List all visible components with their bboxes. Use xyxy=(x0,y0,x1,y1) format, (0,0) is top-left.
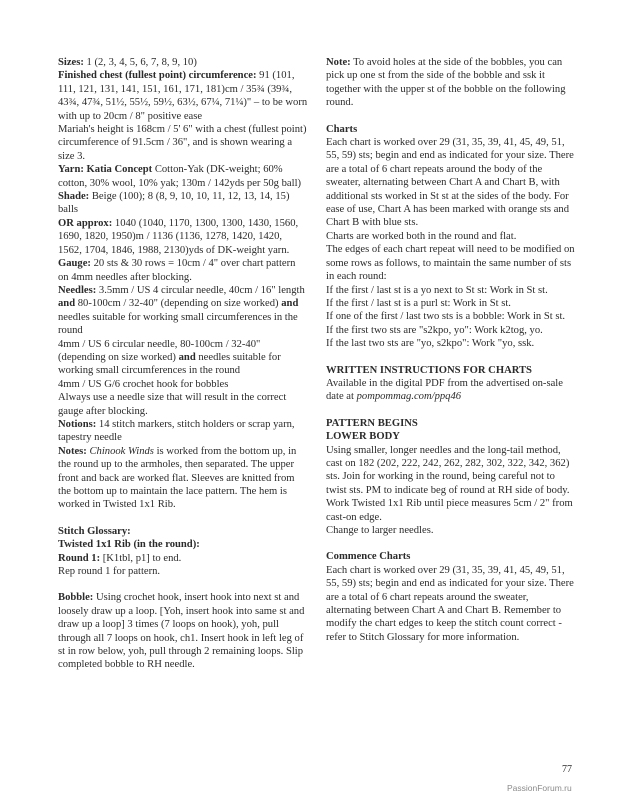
charts-paragraph-3: The edges of each chart repeat will need to be modified on some rows as follows, to maintain the same number of sts in each round: xyxy=(326,244,575,283)
charts-heading: Charts xyxy=(326,123,358,135)
charts-rule-3: If one of the first / last two sts is a bobble: Work in St st. xyxy=(326,311,566,323)
commence-charts-heading: Commence Charts xyxy=(326,551,411,563)
charts-rule-4: If the first two sts are "s2kpo, yo": Work k2tog, yo. xyxy=(326,324,543,336)
charts-paragraph-2: Charts are worked both in the round and flat. xyxy=(326,230,517,242)
watermark: PassionForum.ru xyxy=(507,783,572,793)
left-column xyxy=(58,56,308,672)
needles-line-3: 4mm / US G/6 crochet hook for bobbles xyxy=(58,378,229,390)
written-instructions-text: Available in the digital PDF from the advertised on-sale date at pompommag.com/ppq46 xyxy=(326,377,563,403)
lower-body-paragraph-1: Using smaller, longer needles and the long-tail method, cast on 182 (202, 222, 242, 262, 282, 302, 322, 342, 362) sts. Join for working in the round, being careful not to twist sts. PM to indicate beg of round at RH side of body. xyxy=(326,444,570,496)
right-column xyxy=(326,56,576,644)
pattern-link[interactable]: pompommag.com/ppq46 xyxy=(356,391,462,403)
needles-line-2: 4mm / US 6 circular needle, 80-100cm / 32-40" (depending on size worked) and needles suitable for working small circumferences in the round xyxy=(58,338,281,377)
lower-body-heading: LOWER BODY xyxy=(326,431,400,443)
rep-round: Rep round 1 for pattern. xyxy=(58,566,161,578)
bobble: Bobble: Using crochet hook, insert hook into next st and loosely draw up a loop. [Yoh, insert hook into same st and draw up a loop] 3 times (7 loops on hook), yoh, pull through all 7 loops on hook, ch1. Insert hook in left leg of st in row below, yoh, pull through 2 remaining loops. Slip completed bobble to RH needle. xyxy=(58,592,305,671)
needles-line-4: Always use a needle size that will result in the correct gauge after blocking. xyxy=(58,392,287,417)
yarn: Yarn: Katia Concept Cotton-Yak (DK-weight; 60% cotton, 30% wool, 10% yak; 130m / 142yds per 50g ball) xyxy=(58,164,302,189)
needles: Needles: 3.5mm / US 4 circular needle, 40cm / 16" length and 80-100cm / 32-40" (depending on size worked) and needles suitable for working small circumferences in the round xyxy=(58,284,305,337)
notes: Notes: Chinook Winds is worked from the bottom up, in the round up to the armholes, then separated. The upper front and back are worked flat. Sleeves are knitted from the bottom up to maintain the lace pattern. The hem is worked in Twisted 1x1 Rib. xyxy=(58,445,297,511)
lower-body-paragraph-3: Change to larger needles. xyxy=(326,525,434,536)
model-info: Mariah's height is 168cm / 5' 6" with a chest (fullest point) circumference of 91.5cm / 36", and is shown wearing a size 3. xyxy=(58,124,307,162)
commence-charts-paragraph: Each chart is worked over 29 (31, 35, 39, 41, 45, 49, 51, 55, 59) sts; begin and end as indicated for your size. There are a total of 6 chart repeats around the sweater, alternating between Chart A and Chart B. Remember to modify the chart edges to keep the stitch count correct - refer to Stitch Glossary for more information. xyxy=(326,564,574,643)
twisted-rib-heading: Twisted 1x1 Rib (in the round): xyxy=(58,539,200,551)
shade: Shade: Beige (100); 8 (8, 9, 10, 10, 11, 12, 13, 14, 15) balls xyxy=(58,191,290,216)
charts-rule-1: If the first / last st is a yo next to St st: Work in St st. xyxy=(326,284,548,296)
written-instructions-heading: WRITTEN INSTRUCTIONS FOR CHARTS xyxy=(326,364,532,376)
bobble-note: Note: To avoid holes at the side of the bobbles, you can pick up one st from the side of the bobble and ssk it together with the upper st of the bobble on the following round. xyxy=(326,57,566,109)
charts-paragraph-1: Each chart is worked over 29 (31, 35, 39, 41, 45, 49, 51, 55, 59) sts; begin and end as indicated for your size. There are a total of 6 chart repeats around the body of the sweater, alternating between Chart A and Chart B, with additional sts worked in St st at the sides of the body. For ease of use, Chart A has been marked with orange sts and Chart B with blue sts. xyxy=(326,137,574,229)
page-number: 77 xyxy=(562,764,572,775)
chest-circumference: Finished chest (fullest point) circumference: 91 (101, 111, 121, 131, 141, 151, 161, 171, 181)cm / 35¾ (39¾, 43¾, 47¾, 51½, 55½, 59½, 63½, 67¼, 71¼)" – to be worn with up to 20cm / 8" positive ease xyxy=(58,70,308,122)
or-approx: OR approx: 1040 (1040, 1170, 1300, 1300, 1430, 1560, 1690, 1820, 1950)m / 1136 (1136, 1278, 1420, 1420, 1562, 1704, 1846, 1988, 2130)yds of DK-weight yarn. xyxy=(58,217,299,256)
charts-rule-2: If the first / last st is a purl st: Work in St st. xyxy=(326,297,511,309)
pattern-begins-heading: PATTERN BEGINS xyxy=(326,417,418,429)
lower-body-paragraph-2: Work Twisted 1x1 Rib until piece measures 5cm / 2" from cast-on edge. xyxy=(326,498,573,523)
sizes: Sizes: 1 (2, 3, 4, 5, 6, 7, 8, 9, 10) xyxy=(58,57,197,68)
round-1: Round 1: [K1tbl, p1] to end. xyxy=(58,552,182,564)
stitch-glossary-heading: Stitch Glossary: xyxy=(58,525,131,537)
gauge: Gauge: 20 sts & 30 rows = 10cm / 4" over chart pattern on 4mm needles after blocking. xyxy=(58,258,296,283)
charts-rule-5: If the last two sts are "yo, s2kpo": Work "yo, ssk. xyxy=(326,338,535,350)
notions: Notions: 14 stitch markers, stitch holders or scrap yarn, tapestry needle xyxy=(58,418,295,444)
